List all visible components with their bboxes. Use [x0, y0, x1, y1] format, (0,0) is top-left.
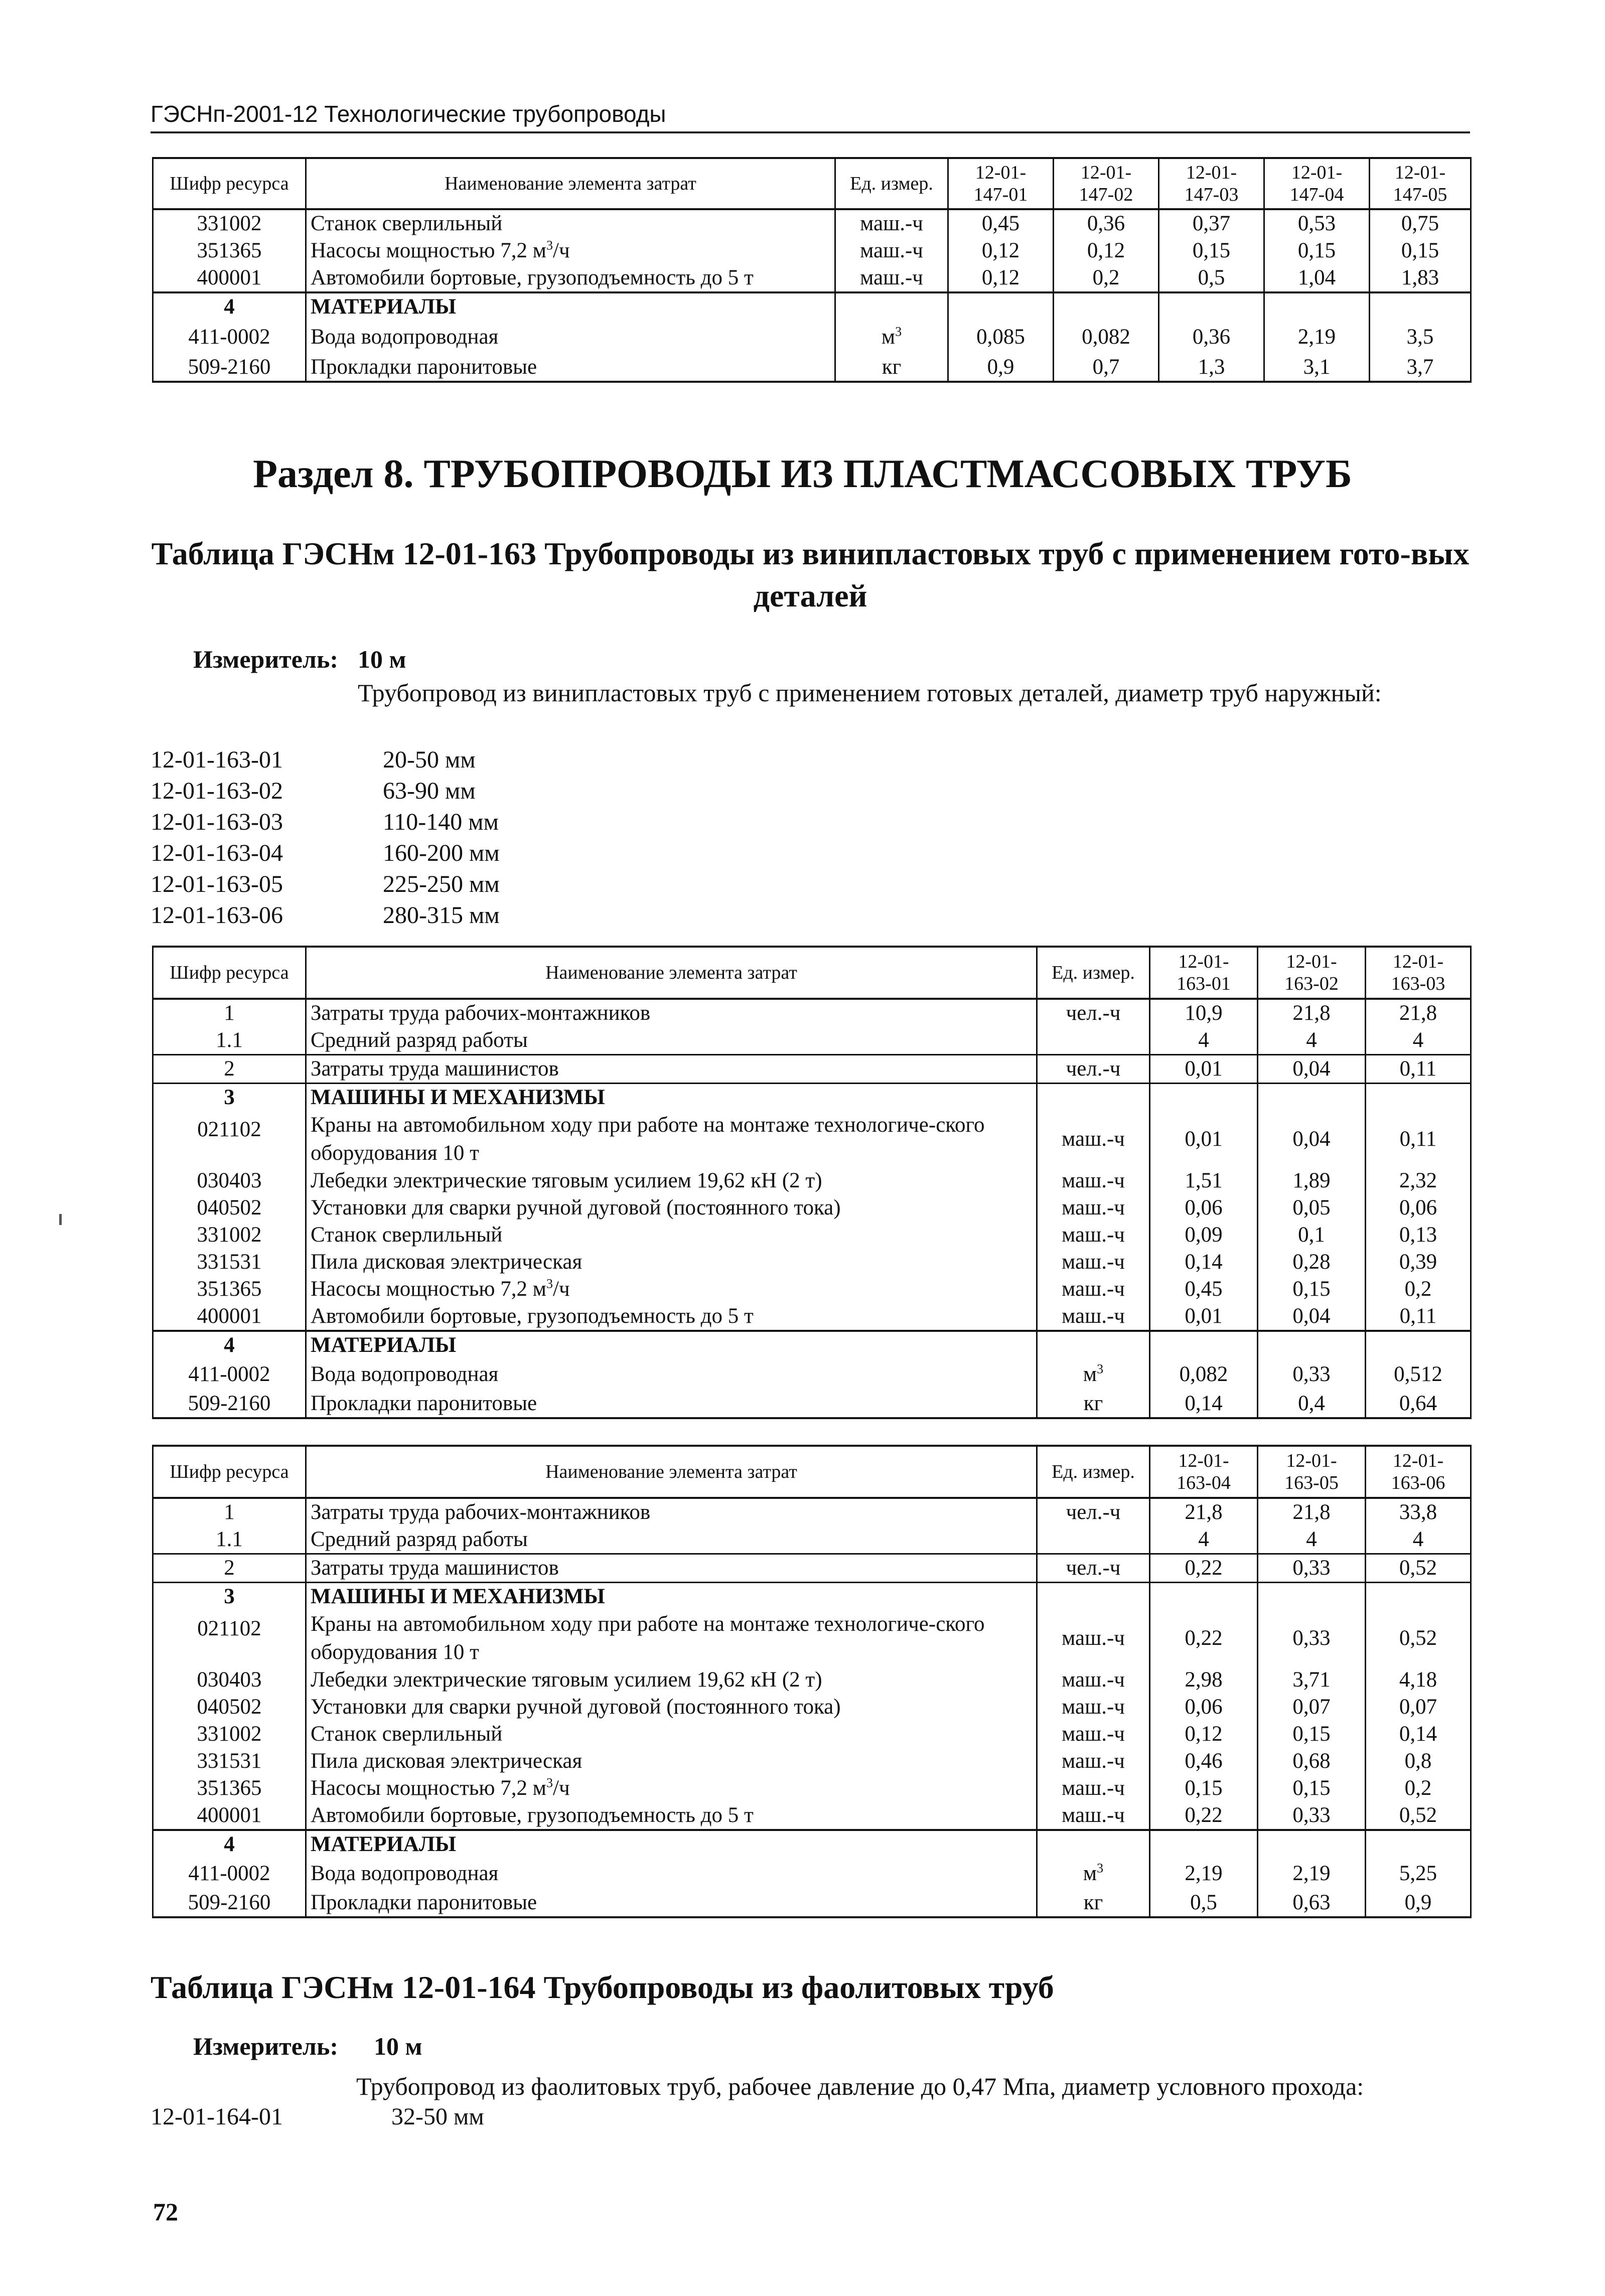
table-row: [153, 1721, 1471, 1748]
cell-unit: чел.-ч: [1037, 1055, 1150, 1084]
cell-name: Средний разряд работы: [306, 1027, 1037, 1055]
cell-value: 0,53: [1264, 209, 1370, 237]
cell-code: 030403: [153, 1167, 306, 1194]
cell-name: Автомобили бортовые, грузоподъемность до 5 т: [306, 1802, 1037, 1830]
norm-diameter: 32-50 мм: [391, 2103, 484, 2130]
cell-value: 0,68: [1258, 1748, 1366, 1775]
table-row: [153, 1554, 1471, 1583]
header-unit: Ед. измер.: [1037, 947, 1150, 999]
cell-value: 3,71: [1258, 1666, 1366, 1694]
cell-value: 0,52: [1366, 1554, 1471, 1583]
cell-unit: маш.-ч: [1037, 1666, 1150, 1694]
cell-code: 400001: [153, 1303, 306, 1331]
cell-value: 0,46: [1150, 1748, 1258, 1775]
cell-value: 0,52: [1366, 1802, 1471, 1830]
cell-unit: маш.-ч: [1037, 1802, 1150, 1830]
cell-name: Станок сверлильный: [306, 1721, 1037, 1748]
table-row: [153, 1084, 1471, 1112]
cell-code: 509-2160: [153, 1889, 306, 1917]
header-code: Шифр ресурса: [153, 158, 306, 209]
cell-code: 331002: [153, 1221, 306, 1249]
cell-value: 0,37: [1159, 209, 1264, 237]
table-row: [153, 1194, 1471, 1221]
norm-code: 12-01-163-01: [151, 746, 283, 773]
norm-code: 12-01-163-03: [151, 809, 283, 835]
cell-group-title: МАТЕРИАЛЫ: [306, 1331, 1037, 1359]
cell-value: 0,9: [948, 354, 1054, 382]
cell-value: 0,8: [1366, 1748, 1471, 1775]
table-row: [153, 1331, 1471, 1359]
cell-value: 5,25: [1366, 1858, 1471, 1889]
table-title-163: Таблица ГЭСНм 12-01-163 Трубопроводы из винипластовых труб с применением гото-вых деталей: [151, 536, 1470, 614]
cell-value: 0,11: [1366, 1303, 1471, 1331]
cell-unit: [1037, 1027, 1150, 1055]
table-row: [153, 1249, 1471, 1276]
cell-code: 351365: [153, 1276, 306, 1303]
measure-value: 10 м: [358, 645, 406, 673]
table-row: [153, 1802, 1471, 1830]
cell-unit: маш.-ч: [1037, 1610, 1150, 1666]
table-description: Трубопровод из фаолитовых труб, рабочее давление до 0,47 Мпа, диаметр условного прохода:: [356, 2072, 1364, 2100]
measure-label: Измеритель:: [193, 2032, 339, 2060]
cell-value: 0,082: [1054, 321, 1159, 354]
cell-value: 0,15: [1264, 237, 1370, 264]
table-row: [153, 1303, 1471, 1331]
cell-unit: маш.-ч: [1037, 1249, 1150, 1276]
norm-code: 12-01-163-02: [151, 778, 283, 804]
cell-code: 509-2160: [153, 1390, 306, 1418]
cell-value: 0,06: [1366, 1194, 1471, 1221]
table-row: [153, 999, 1471, 1027]
header-col: 12-01- 163-03: [1366, 947, 1471, 999]
cell-value: 0,1: [1258, 1221, 1366, 1249]
cell-value: 0,13: [1366, 1221, 1471, 1249]
cell-value: 0,45: [948, 209, 1054, 237]
cell-unit: маш.-ч: [1037, 1694, 1150, 1721]
header-name: Наименование элемента затрат: [306, 158, 835, 209]
cell-value: 0,09: [1150, 1221, 1258, 1249]
cell-code: 021102: [153, 1610, 306, 1666]
header-col: 12-01- 163-02: [1258, 947, 1366, 999]
cell-unit: маш.-ч: [835, 264, 948, 292]
table-row: [153, 1775, 1471, 1802]
cell-name: Установки для сварки ручной дуговой (постоянного тока): [306, 1694, 1037, 1721]
cell-value: 0,01: [1150, 1303, 1258, 1331]
cell-code: 331002: [153, 1721, 306, 1748]
cell-value: 0,04: [1258, 1055, 1366, 1084]
cell-value: 0,52: [1366, 1610, 1471, 1666]
cell-name: Станок сверлильный: [306, 1221, 1037, 1249]
table-row: [153, 1858, 1471, 1889]
header-col: 12-01- 147-01: [948, 158, 1054, 209]
cell-unit: чел.-ч: [1037, 999, 1150, 1027]
cell-value: 0,33: [1258, 1610, 1366, 1666]
cell-value: 0,22: [1150, 1802, 1258, 1830]
table-row: [153, 1276, 1471, 1303]
table-row: [153, 1359, 1471, 1390]
cell-code: 040502: [153, 1694, 306, 1721]
cell-unit: маш.-ч: [1037, 1276, 1150, 1303]
cell-code: 4: [153, 292, 306, 321]
cell-unit: маш.-ч: [1037, 1194, 1150, 1221]
cell-value: 0,512: [1366, 1359, 1471, 1390]
cell-name: Установки для сварки ручной дуговой (постоянного тока): [306, 1194, 1037, 1221]
cell-unit: маш.-ч: [1037, 1748, 1150, 1775]
header-code: Шифр ресурса: [153, 947, 306, 999]
table-row: [153, 1055, 1471, 1084]
cell-value: 0,14: [1150, 1390, 1258, 1418]
cell-name: Вода водопроводная: [306, 321, 835, 354]
cell-name: Лебедки электрические тяговым усилием 19,62 кН (2 т): [306, 1666, 1037, 1694]
cell-value: 4,18: [1366, 1666, 1471, 1694]
cell-value: 0,22: [1150, 1610, 1258, 1666]
cell-value: 2,32: [1366, 1167, 1471, 1194]
table-row: [153, 1221, 1471, 1249]
cell-code: 1.1: [153, 1526, 306, 1554]
cell-value: 0,082: [1150, 1359, 1258, 1390]
cell-value: 4: [1366, 1027, 1471, 1055]
table-row: [153, 209, 1471, 237]
table-row: [153, 1694, 1471, 1721]
cell-value: 0,01: [1150, 1111, 1258, 1167]
cell-value: 0,5: [1159, 264, 1264, 292]
cell-code: 331531: [153, 1748, 306, 1775]
cell-code: 021102: [153, 1111, 306, 1167]
cell-name: Прокладки паронитовые: [306, 1390, 1037, 1418]
header-name: Наименование элемента затрат: [306, 947, 1037, 999]
cell-value: 2,98: [1150, 1666, 1258, 1694]
cell-name: Насосы мощностью 7,2 $м^3/ч$: [306, 1775, 1037, 1802]
cell-value: 0,04: [1258, 1303, 1366, 1331]
cell-unit: маш.-ч: [1037, 1111, 1150, 1167]
cell-unit: маш.-ч: [1037, 1167, 1150, 1194]
table-row: [153, 1390, 1471, 1418]
norm-diameter: 225-250 мм: [383, 871, 500, 897]
cell-value: 0,9: [1366, 1889, 1471, 1917]
cell-value: 0,05: [1258, 1194, 1366, 1221]
cell-value: 0,36: [1054, 209, 1159, 237]
cell-unit: $м^3$: [835, 321, 948, 354]
table-row: [153, 1666, 1471, 1694]
cell-value: 0,75: [1370, 209, 1471, 237]
cell-code: 411-0002: [153, 321, 306, 354]
cell-value: 0,33: [1258, 1554, 1366, 1583]
measure-label: Измеритель:: [193, 645, 339, 673]
cell-value: 1,04: [1264, 264, 1370, 292]
table-row: [153, 1830, 1471, 1858]
cell-name: Затраты труда машинистов: [306, 1055, 1037, 1084]
cell-unit: маш.-ч: [1037, 1303, 1150, 1331]
cell-value: 21,8: [1258, 1498, 1366, 1526]
cell-value: 0,04: [1258, 1111, 1366, 1167]
cell-value: 0,28: [1258, 1249, 1366, 1276]
cell-name: Автомобили бортовые, грузоподъемность до 5 т: [306, 264, 835, 292]
cell-value: 4: [1150, 1027, 1258, 1055]
cell-name: Лебедки электрические тяговым усилием 19,62 кН (2 т): [306, 1167, 1037, 1194]
norm-code: 12-01-163-04: [151, 840, 283, 866]
scan-mark: [59, 1214, 62, 1225]
table-row: [153, 321, 1471, 354]
cell-code: 351365: [153, 1775, 306, 1802]
cell-value: 0,4: [1258, 1390, 1366, 1418]
cell-value: 0,085: [948, 321, 1054, 354]
table-description: Трубопровод из винипластовых труб с применением готовых деталей, диаметр труб наружный:: [358, 679, 1382, 707]
cell-value: 0,2: [1054, 264, 1159, 292]
cell-code: 030403: [153, 1666, 306, 1694]
cell-code: 331531: [153, 1249, 306, 1276]
cell-unit: маш.-ч: [1037, 1721, 1150, 1748]
cell-code: 4: [153, 1331, 306, 1359]
cell-unit: маш.-ч: [835, 237, 948, 264]
header-col: 12-01- 147-04: [1264, 158, 1370, 209]
cell-value: 3,7: [1370, 354, 1471, 382]
cell-value: 0,14: [1150, 1249, 1258, 1276]
cell-code: 1: [153, 999, 306, 1027]
cell-code: 351365: [153, 237, 306, 264]
cell-value: 3,1: [1264, 354, 1370, 382]
table-row: [153, 237, 1471, 264]
cell-name: Краны на автомобильном ходу при работе на монтаже технологиче-ского оборудования 10 т: [306, 1111, 1037, 1167]
table-title-164: Таблица ГЭСНм 12-01-164 Трубопроводы из фаолитовых труб: [151, 1969, 1054, 2005]
cell-value: 0,15: [1150, 1775, 1258, 1802]
cell-code: 4: [153, 1830, 306, 1858]
cell-unit: кг: [835, 354, 948, 382]
cell-value: 0,33: [1258, 1802, 1366, 1830]
header-unit: Ед. измер.: [1037, 1446, 1150, 1498]
cell-value: 2,19: [1264, 321, 1370, 354]
table-row: [153, 1748, 1471, 1775]
cell-name: Насосы мощностью 7,2 $м^3/ч$: [306, 237, 835, 264]
section-title: Раздел 8. ТРУБОПРОВОДЫ ИЗ ПЛАСТМАССОВЫХ ТРУБ: [253, 452, 1352, 496]
cell-value: 0,33: [1258, 1359, 1366, 1390]
cell-name: Прокладки паронитовые: [306, 1889, 1037, 1917]
table-row: [153, 1167, 1471, 1194]
norm-diameter: 110-140 мм: [383, 809, 499, 835]
cell-value: 0,12: [1054, 237, 1159, 264]
header-name: Наименование элемента затрат: [306, 1446, 1037, 1498]
cell-value: 4: [1258, 1526, 1366, 1554]
cell-value: 0,15: [1258, 1276, 1366, 1303]
cell-unit: $м^3$: [1037, 1858, 1150, 1889]
cell-code: 411-0002: [153, 1359, 306, 1390]
norm-code: 12-01-163-05: [151, 871, 283, 897]
cell-value: 4: [1366, 1526, 1471, 1554]
cell-value: 0,15: [1258, 1775, 1366, 1802]
cell-value: 0,11: [1366, 1111, 1471, 1167]
cell-value: 0,2: [1366, 1775, 1471, 1802]
cell-unit: [1037, 1526, 1150, 1554]
cell-unit: кг: [1037, 1390, 1150, 1418]
norm-diameter: 160-200 мм: [383, 840, 500, 866]
norm-diameter: 63-90 мм: [383, 778, 476, 804]
cell-unit: чел.-ч: [1037, 1554, 1150, 1583]
cell-value: 4: [1258, 1027, 1366, 1055]
header-col: 12-01- 163-05: [1258, 1446, 1366, 1498]
cell-code: 040502: [153, 1194, 306, 1221]
cell-value: 0,5: [1150, 1889, 1258, 1917]
cell-group-title: МАШИНЫ И МЕХАНИЗМЫ: [306, 1084, 1037, 1112]
cell-value: 1,51: [1150, 1167, 1258, 1194]
cell-value: 1,89: [1258, 1167, 1366, 1194]
norm-code: 12-01-164-01: [151, 2103, 283, 2130]
header-rule: [151, 131, 1470, 133]
cell-unit: маш.-ч: [1037, 1221, 1150, 1249]
norm-diameter: 20-50 мм: [383, 746, 476, 773]
cell-code: 331002: [153, 209, 306, 237]
cell-value: 0,01: [1150, 1055, 1258, 1084]
header-col: 12-01- 147-03: [1159, 158, 1264, 209]
header-unit: Ед. измер.: [835, 158, 948, 209]
cell-code: 400001: [153, 1802, 306, 1830]
cell-name: Пила дисковая электрическая: [306, 1249, 1037, 1276]
cell-value: 0,64: [1366, 1390, 1471, 1418]
cell-unit: кг: [1037, 1889, 1150, 1917]
cell-name: Прокладки паронитовые: [306, 354, 835, 382]
header-code: Шифр ресурса: [153, 1446, 306, 1498]
header-col: 12-01- 163-06: [1366, 1446, 1471, 1498]
cell-value: 0,39: [1366, 1249, 1471, 1276]
table-row: [153, 1889, 1471, 1917]
cell-code: 3: [153, 1084, 306, 1112]
header-col: 12-01- 147-02: [1054, 158, 1159, 209]
table-row: [153, 354, 1471, 382]
cell-value: 4: [1150, 1526, 1258, 1554]
cell-value: 21,8: [1258, 999, 1366, 1027]
page-header: ГЭСНп-2001-12 Технологические трубопроводы: [151, 101, 666, 127]
cell-value: 3,5: [1370, 321, 1471, 354]
resource-table-163-a: [152, 946, 1472, 1419]
cell-code: 2: [153, 1554, 306, 1583]
cell-value: 2,19: [1258, 1858, 1366, 1889]
cell-value: 0,12: [1150, 1721, 1258, 1748]
cell-value: 0,15: [1159, 237, 1264, 264]
cell-unit: маш.-ч: [1037, 1775, 1150, 1802]
cell-code: 2: [153, 1055, 306, 1084]
cell-value: 0,12: [948, 264, 1054, 292]
cell-value: 0,07: [1258, 1694, 1366, 1721]
header-col: 12-01- 163-01: [1150, 947, 1258, 999]
cell-value: 0,22: [1150, 1554, 1258, 1583]
cell-name: Краны на автомобильном ходу при работе на монтаже технологиче-ского оборудования 10 т: [306, 1610, 1037, 1666]
table-row: [153, 1498, 1471, 1526]
table-row: [153, 1610, 1471, 1666]
cell-value: 1,3: [1159, 354, 1264, 382]
cell-value: 0,7: [1054, 354, 1159, 382]
norm-code: 12-01-163-06: [151, 902, 283, 929]
cell-value: 0,06: [1150, 1694, 1258, 1721]
cell-value: 0,2: [1366, 1276, 1471, 1303]
cell-name: Автомобили бортовые, грузоподъемность до 5 т: [306, 1303, 1037, 1331]
cell-code: 3: [153, 1583, 306, 1611]
cell-name: Затраты труда машинистов: [306, 1554, 1037, 1583]
resource-table-163-b: [152, 1445, 1472, 1918]
cell-group-title: МАШИНЫ И МЕХАНИЗМЫ: [306, 1583, 1037, 1611]
cell-value: 0,15: [1258, 1721, 1366, 1748]
header-col: 12-01- 147-05: [1370, 158, 1471, 209]
table-row: [153, 1526, 1471, 1554]
cell-name: Затраты труда рабочих-монтажников: [306, 999, 1037, 1027]
table-row: [153, 264, 1471, 292]
cell-name: Насосы мощностью 7,2 $м^3/ч$: [306, 1276, 1037, 1303]
cell-name: Затраты труда рабочих-монтажников: [306, 1498, 1037, 1526]
cell-value: 10,9: [1150, 999, 1258, 1027]
cell-name: Средний разряд работы: [306, 1526, 1037, 1554]
cell-value: 0,15: [1370, 237, 1471, 264]
cell-value: 0,07: [1366, 1694, 1471, 1721]
cell-value: 0,14: [1366, 1721, 1471, 1748]
cell-code: 1: [153, 1498, 306, 1526]
cell-group-title: МАТЕРИАЛЫ: [306, 1830, 1037, 1858]
cell-code: 400001: [153, 264, 306, 292]
cell-code: 1.1: [153, 1027, 306, 1055]
resource-table-147: [152, 157, 1472, 383]
cell-value: 0,45: [1150, 1276, 1258, 1303]
cell-value: 21,8: [1150, 1498, 1258, 1526]
cell-name: Вода водопроводная: [306, 1858, 1037, 1889]
cell-unit: $м^3$: [1037, 1359, 1150, 1390]
cell-value: 1,83: [1370, 264, 1471, 292]
cell-value: 0,36: [1159, 321, 1264, 354]
cell-value: 0,06: [1150, 1194, 1258, 1221]
header-col: 12-01- 163-04: [1150, 1446, 1258, 1498]
cell-value: 0,63: [1258, 1889, 1366, 1917]
cell-unit: чел.-ч: [1037, 1498, 1150, 1526]
cell-value: 33,8: [1366, 1498, 1471, 1526]
cell-value: 0,12: [948, 237, 1054, 264]
cell-value: 0,11: [1366, 1055, 1471, 1084]
cell-code: 509-2160: [153, 354, 306, 382]
table-row: [153, 1027, 1471, 1055]
cell-value: 21,8: [1366, 999, 1471, 1027]
cell-name: Пила дисковая электрическая: [306, 1748, 1037, 1775]
measure-value: 10 м: [374, 2032, 422, 2060]
cell-unit: маш.-ч: [835, 209, 948, 237]
cell-group-title: МАТЕРИАЛЫ: [306, 292, 835, 321]
cell-name: Станок сверлильный: [306, 209, 835, 237]
cell-value: 2,19: [1150, 1858, 1258, 1889]
cell-code: 411-0002: [153, 1858, 306, 1889]
page-number: 72: [153, 2198, 178, 2226]
table-row: [153, 292, 1471, 321]
norm-diameter: 280-315 мм: [383, 902, 500, 929]
table-row: [153, 1583, 1471, 1611]
cell-name: Вода водопроводная: [306, 1359, 1037, 1390]
table-row: [153, 1111, 1471, 1167]
